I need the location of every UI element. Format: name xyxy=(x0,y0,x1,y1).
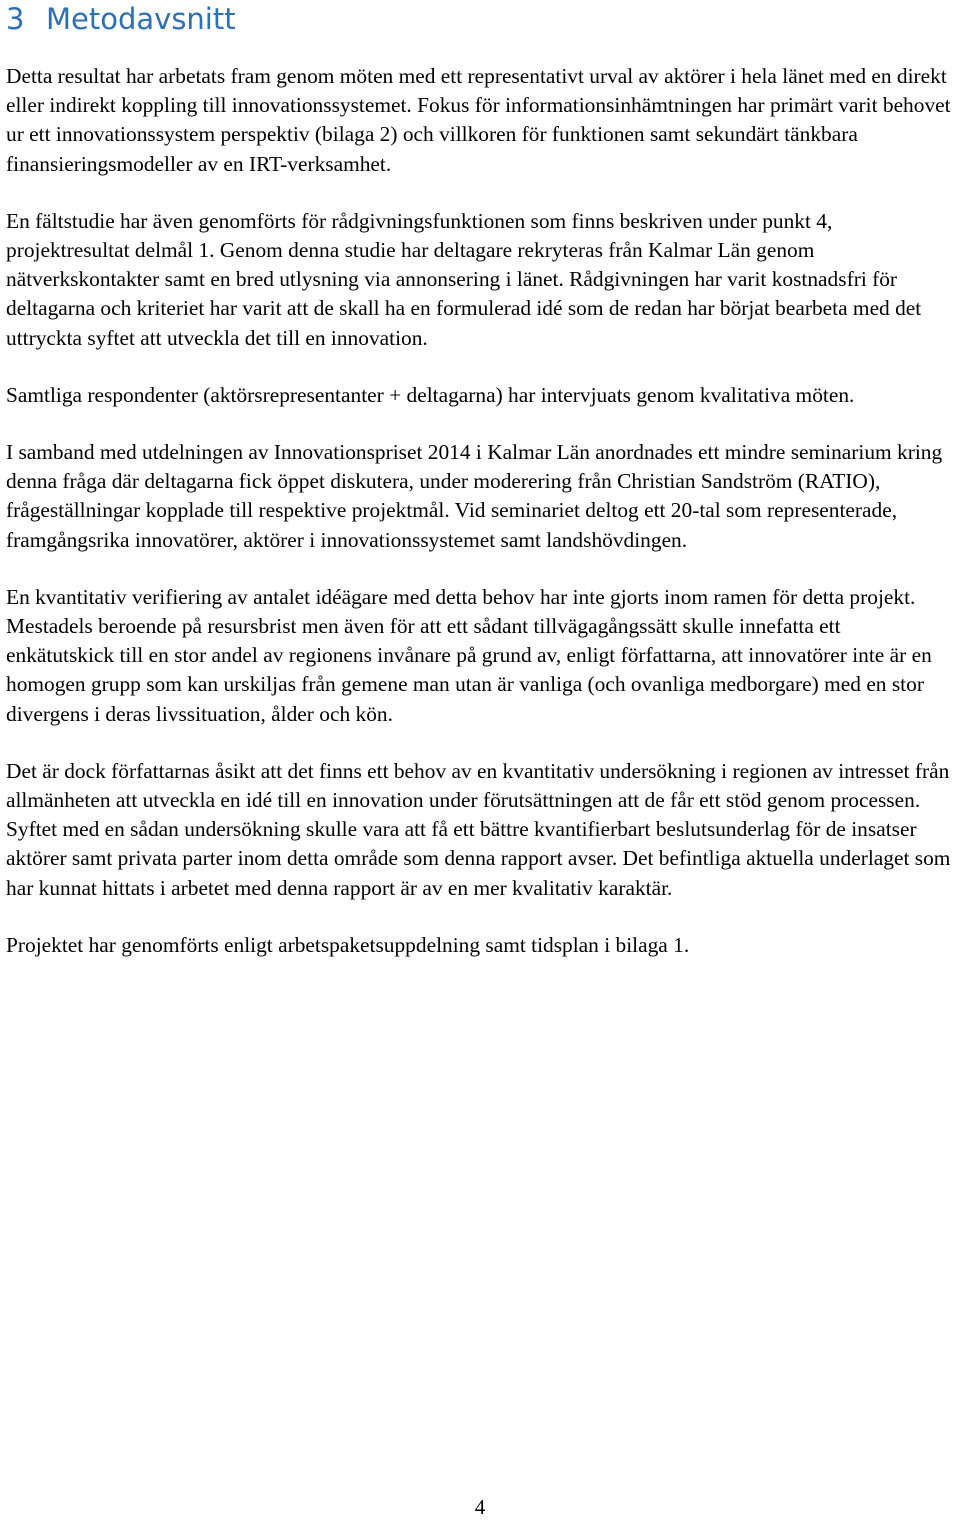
paragraph-quantitative-verification: En kvantitativ verifiering av antalet idéägare med detta behov har inte gjorts inom ramen för detta projekt. Mestadels beroende på resursbrist men även för att ett sådant tillvägagångssätt skulle innefatta ett enkätutskick till en stor andel av regionens invånare på grund av, enligt författarna, att innovatörer inte är en homogen grupp som kan urskiljas från gemene man utan är vanliga (och ovanliga medborgare) med en stor divergens i deras livssituation, ålder och kön. xyxy=(6,584,932,726)
section-title: Metodavsnitt xyxy=(46,2,236,36)
section-heading xyxy=(6,0,952,62)
paragraph-method-overview: Detta resultat har arbetats fram genom möten med ett representativt urval av aktörer i hela länet med en direkt eller indirekt koppling till innovationssystemet. Fokus för informationsinhämtningen har primärt varit behovet ur ett innovationssystem perspektiv (bilaga 2) och villkoren för funktionen samt sekundärt tänkbara finansieringsmodeller av en IRT-verksamhet. xyxy=(6,64,951,176)
paragraph-seminar: I samband med utdelningen av Innovationspriset 2014 i Kalmar Län anordnades ett mindre seminarium kring denna fråga där deltagarna fick öppet diskutera, under moderering från Christian Sandström (RATIO), frågeställningar kopplade till respektive projektmål. Vid seminariet deltog ett 20-tal som representerade, framgångsrika innovatörer, aktörer i innovationssystemet samt landshövdingen. xyxy=(6,440,943,552)
section-number: 3 xyxy=(6,2,25,36)
paragraph-field-study: En fältstudie har även genomförts för rådgivningsfunktionen som finns beskriven under punkt 4, projektresultat delmål 1. Genom denna studie har deltagare rekryteras från Kalmar Län genom nätverkskontakter samt en bred utlysning via annonsering i länet. Rådgivningen har varit kostnadsfri för deltagarna och kriteriet har varit att de skall ha en formulerad idé som de redan har börjat bearbeta med det uttryckta syftet att utveckla det till en innovation. xyxy=(6,208,922,350)
paragraph-authors-opinion: Det är dock författarnas åsikt att det finns ett behov av en kvantitativ undersökning i regionen av intresset från allmänheten att utveckla en idé till en innovation under förutsättningen att de får ett stöd genom processen. Syftet med en sådan undersökning skulle vara att få ett bättre kvantifierbart beslutsunderlag för de insatser aktörer samt privata parter inom detta område som denna rapport avser. Det befintliga aktuella underlaget som har kunnat hittats i arbetet med denna rapport är av en mer kvalitativ karaktär. xyxy=(6,758,951,900)
page-number: 4 xyxy=(474,1495,486,1519)
paragraph-respondents: Samtliga respondenter (aktörsrepresentanter + deltagarna) har intervjuats genom kvalitativa möten. xyxy=(6,382,855,407)
paragraph-work-packages: Projektet har genomförts enligt arbetspaketsuppdelning samt tidsplan i bilaga 1. xyxy=(6,932,690,957)
